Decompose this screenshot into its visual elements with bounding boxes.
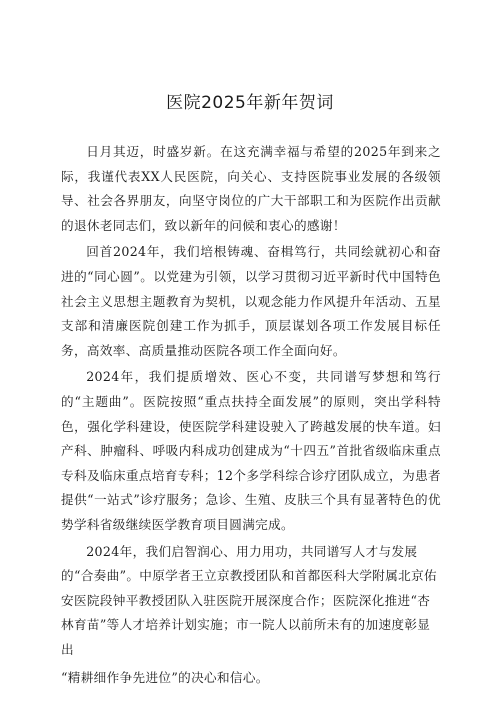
paragraph-review-party-building: 回首2024年，我们培根铸魂、奋楫笃行，共同绘就初心和奋进的“同心圆”。以党建为引领，以学习贯彻习近平新时代中国特色社会主义思想主题教育为契机，以观念能力作风提升年活动、五星支部和清廉医院创建工作为抓手，顶层谋划各项工作发展目标任务，高效率、高质量推动医院各项工作全面向好。 xyxy=(61,244,441,358)
paragraph-talent-development: 2024年，我们启智润心、用力用功，共同谱写人才与发展的“合奏曲”。中原学者王立京教授团队和首都医科大学附属北京佑安医院段钟平教授团队入驻医院开展深度合作；医院深化推进“杏林育苗”等人才培养计划实施；市一院人以前所未有的加速度彰显出 xyxy=(61,543,438,657)
paragraph-greeting: 日月其迈，时盛岁新。在这充满幸福与希望的2025年到来之际，我谨代表XX人民医院，向关心、支持医院事业发展的各级领导、社会各界朋友，向坚守岗位的广大干部职工和为医院作出贡献的退休老同志们，致以新年的问候和衷心的感谢！ xyxy=(61,144,441,233)
closing-line: “精耕细作争先进位”的决心和信心。 xyxy=(61,670,269,685)
document-title: 医院2025年新年贺词 xyxy=(166,93,334,113)
paragraph-discipline-development: 2024年，我们提质增效、医心不变，共同谱写梦想和笃行的“主题曲”。医院按照“重点扶持全面发展”的原则，突出学科特色，强化学科建设，使医院学科建设驶入了跨越发展的快车道。妇产科、肿瘤科、呼吸内科成功创建成为“十四五”首批省级临床重点专科及临床重点培育专科；12个多学科综合诊疗团队成立，为患者提供“一站式”诊疗服务；急诊、生殖、皮肤三个具有显著特色的优势学科省级继续医学教育项目圆满完成。 xyxy=(61,369,441,532)
document-body xyxy=(61,140,441,664)
